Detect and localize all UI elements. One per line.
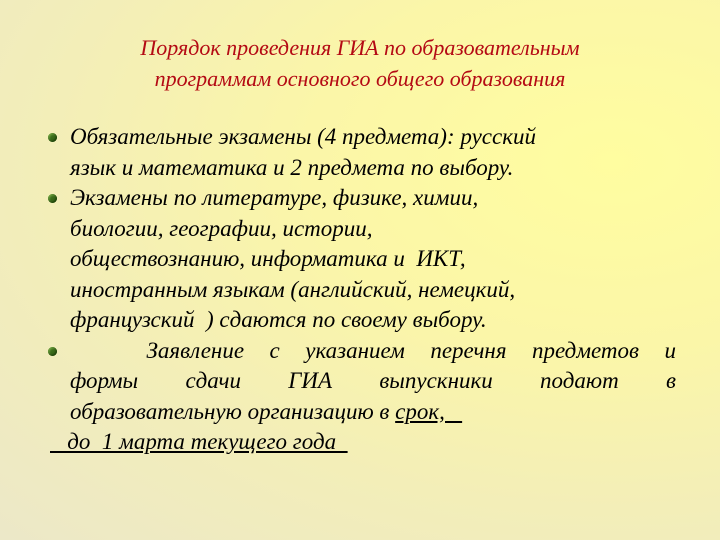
list-line-text: образовательную организацию в (70, 398, 396, 424)
list-item-mandatory-exams (46, 122, 676, 183)
list-line (70, 397, 676, 428)
list-line: Заявление с указанием перечня предметов и (70, 337, 676, 363)
slide-title (40, 32, 680, 94)
list-line: язык и математика и 2 предмета по выбору. (70, 154, 514, 180)
list-item-elective-exams (46, 183, 676, 336)
list-line: формы сдачи ГИА выпускники подают в (70, 368, 676, 393)
list-line: Экзамены по литературе, физике, химии, (70, 185, 479, 210)
list-item-application (46, 336, 676, 458)
title-line-1: Порядок проведения ГИА по образовательным (140, 35, 580, 60)
title-line-2: программам основного общего образования (154, 66, 566, 91)
bullet-icon (48, 347, 57, 356)
list-line: обществознанию, информатика и ИКТ, (70, 246, 466, 271)
deadline-date-line: до 1 марта текущего года (50, 429, 348, 454)
bullet-icon (48, 133, 57, 142)
list-line: Обязательные экзамены (4 предмета): русский (70, 124, 536, 149)
list-line: биологии, географии, истории, (70, 215, 373, 241)
bullet-icon (48, 194, 57, 203)
list-line: иностранным языкам (английский, немецкий, (70, 276, 516, 302)
list-line: французский ) сдаются по своему выбору. (70, 307, 487, 332)
deadline-underlined: срок, (395, 398, 463, 424)
slide-body (46, 122, 676, 458)
